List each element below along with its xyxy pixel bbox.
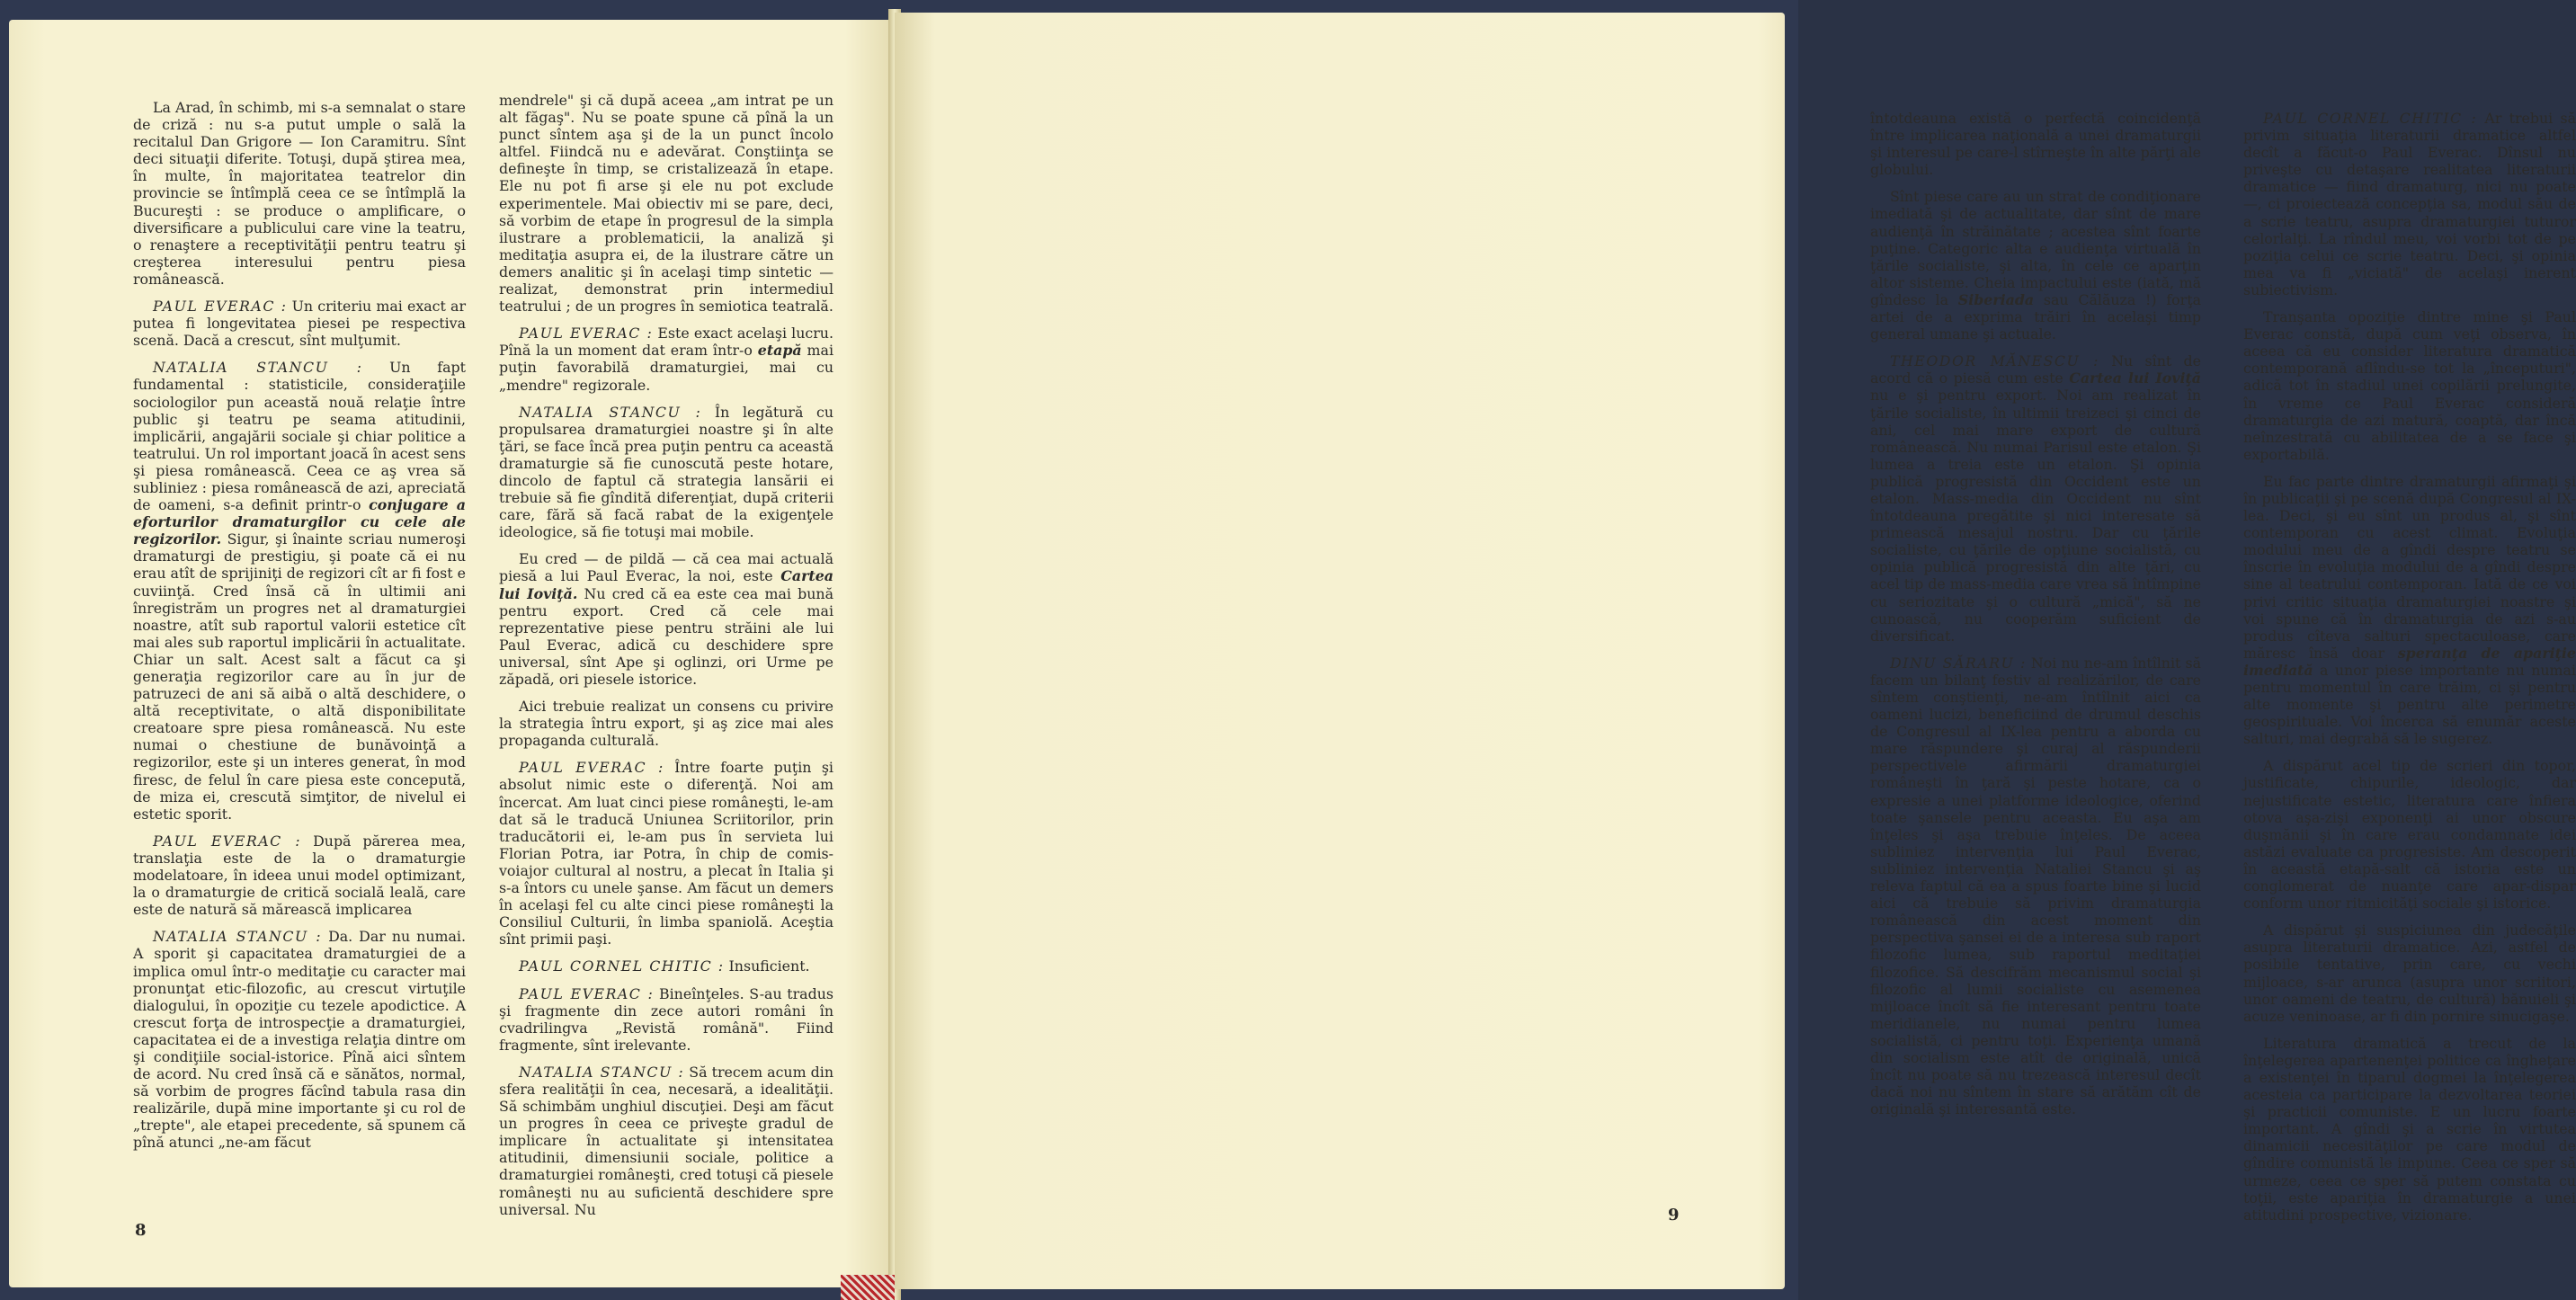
page-number-right: 9 (1668, 1206, 1680, 1224)
paragraph (499, 92, 833, 315)
bookmark-ribbon (841, 1275, 895, 1300)
paragraph (499, 698, 833, 749)
paragraph-text: Între foarte puţin şi absolut nimic este o diferenţă. Noi am încercat. Am luat cinci piese româneşti, le-am dat să le traducă Uniunea Scriitorilor, prin traducătorii ei, le-am pus în servieta lui Florian Potra, iar Potra, în chip de comis-voiajor cultural al nostru, a plecat în Italia şi s-a întors cu unele şanse. Am făcut un demers în acelaşi fel cu alte cinci piese româneşti la Consiliul Culturii, în limba spaniolă. Aceştia sînt primii paşi. (499, 759, 833, 948)
emphasis-text: conjugare a eforturilor dramaturgilor cu cele ale regizorilor. (133, 496, 466, 548)
column-1 (133, 99, 466, 1162)
paragraph (1870, 654, 2201, 1118)
left-page (9, 20, 895, 1287)
paragraph-text: întotdeauna există o perfectă coincidenţă între implicarea naţională a unei dramaturgii şi interesul pe care-l stîrneşte în alte părţi ale globului. (1870, 110, 2201, 179)
paragraph-text: Eu fac parte dintre dramaturgii afirmaţi şi în publicaţii şi pe scenă după Congresul al IX-lea. Deci, şi eu sînt un produs al, şi sînt contemporan cu acest climat. Evoluţia modului meu de a gîndi despre teatru se înscrie în evoluţia modului de a gîndi despre sine al teatrului contemporan. Iată de ce voi privi critic situaţia dramaturgiei noastre şi voi spune că în dramaturgia de azi s-au produs cîteva salturi spectaculoase, care măresc însă doar (2243, 472, 2576, 662)
paragraph (499, 550, 833, 688)
paragraph-text: mendrele" şi că după aceea „am intrat pe un alt făgaş". Nu se poate spune că pînă la un punct sîntem aşa şi de la un punct încolo altfel. Fiindcă nu e adevărat. Conştiinţa se defineşte în timp, se cristalizează în etape. Ele nu pot fi arse şi ele nu pot exclude experimentele. Mai obiectiv mi se pare, deci, să vorbim de etape în progresul de la simpla ilustrare a problematicii, la analiză şi meditaţia asupra ei, de la ilustrare către un demers analitic şi în acelaşi timp sintetic — realizat, demonstrat prin intermediul teatrului ; de un progres în semiotica teatrală. (499, 92, 833, 316)
paragraph-text: A dispărut acel tip de scrieri din topor, justificate, chipurile, ideologic, dar nejustificate estetic, literatura care înfiera otova aşa-zişi exponenţi ai unor obscure duşmănii şi în care erau condamnate idei astăzi evaluate ca progresiste. Am descoperit în această etapă-salt că istoria este un conglomerat de nuanţe care apar-dispar conform unor ritmicităţi sociale şi istorice. (2243, 757, 2576, 913)
paragraph-text: Nu cred că ea este cea mai bună pentru export. Cred că cele mai reprezentative piese pentru străini ale lui Paul Everac, adică cu deschidere spre universal, sînt Ape şi oglinzi, ori Urme pe zăpadă, ori piesele istorice. (499, 584, 834, 688)
paragraph (2243, 473, 2576, 748)
paragraph-text: Să trecem acum din sfera realităţii în cea, necesară, a idealităţii. Să schimbăm unghiul discuţiei. Deşi am făcut un progres în ceea ce priveşte gradul de implicare în actualitate şi intensitatea atitudinii, dimensiunii sociale, politice a dramaturgiei româneşti, cred totuşi că piesele româneşti nu au suficientă deschidere spre universal. Nu (499, 1063, 833, 1218)
paragraph (2243, 922, 2576, 1025)
speaker-name: NATALIA STANCU : (153, 928, 323, 946)
paragraph-text: Literatura dramatică a trecut de la înţelegerea apartenenţei politice ca îngheţare a existenţei în tiparul dogmei la înţelegerea acesteia ca participare la dezvoltarea teoriei şi practicii comuniste. E un lucru foarte important. A gîndi şi a scrie în virtutea dinamicii necesităţilor pe care modul de gîndire comunistă le impune. Ceea ce sper să urmeze, ceea ce sper să putem constata cu toţii, este apariţia în dramaturgie a unei atitudini prospective, vizionare. (2243, 1034, 2576, 1224)
speaker-name: NATALIA STANCU : (153, 359, 363, 377)
paragraph (499, 325, 833, 393)
paragraph-text: Da. Dar nu numai. A sporit şi capacitatea dramaturgiei de a implica omul într-o meditaţie cu caracter mai pronunţat etic-filozofic, au crescut virtuţile dialogului, în opoziţie cu tezele apodictice. A crescut forţa de introspecţie a dramaturgiei, capacitatea ei de a investiga relaţia dintre om şi condiţiile social-istorice. Pînă aici sîntem de acord. Nu cred însă că e sănătos, normal, să vorbim de progres făcînd tabula rasa din realizările, după mine importante şi cu rol de „trepte", ale etapei precedente, să spunem că pînă atunci „ne-am făcut (133, 928, 467, 1152)
paragraph-text: Bineînţeles. S-au tradus şi fragmente din zece autori români în cvadrilingva „Revistă română". Fiind fragmente, sînt irelevante. (499, 984, 833, 1054)
speaker-name: NATALIA STANCU : (519, 1063, 685, 1081)
column-2 (499, 92, 833, 1228)
speaker-name: PAUL EVERAC : (519, 325, 654, 343)
paragraph-text: Tranşanta opoziţie dintre mine şi Paul Everac constă, după cum veţi observa, în aceea că eu consider literatura dramatică contemporană aflîndu-se tot la „începuturi", adică tot în stadiul unei copilării prelungite, în vreme ce Paul Everac consideră dramaturgia de azi matură, coaptă, dar încă neînzestrată cu abilitatea de a se face şi exportabilă. (2243, 308, 2576, 463)
paragraph-text: nu e şi pentru export. Noi am realizat în ţările socialiste, în ultimii treizeci şi cinci de ani, cel mai mare export de cultură românească. Nu numai Parisul este etalon. Şi lumea a treia este un etalon. Şi opinia publică progresistă din Occident este un etalon. Mass-media din Occident nu sînt întotdeauna pregătite şi nici interesate să primească mesajul nostru. Dar cu ţările socialiste, cu ţările de opţiune socialistă, cu opinia publică progresistă din alte ţări, cu acel tip de mass-media care vrea să întîmpine cu seriozitate şi o cultură „mică", să ne cunoască, nu cooperăm suficient de diversificat. (1870, 387, 2201, 645)
paragraph (133, 298, 466, 349)
speaker-name: PAUL CORNEL CHITIC : (2263, 110, 2478, 127)
paragraph-text: Noi nu ne-am întîlnit să facem un bilanţ festiv al realizărilor, de care sîntem conştienţi, ne-am întîlnit aici ca oameni lucizi, beneficiind de drumul deschis de Congresul al IX-lea pentru a aborda cu mare răspundere şi curaj al răspunderii perspectivele afirmării dramaturgiei româneşti în ţară şi peste hotare, ca o expresie a unei platforme ideologice, oferind toate şansele pentru aceasta. Eu aşa am înţeles şi aşa trebuie înţeles. De aceea subliniez intervenţia lui Paul Everac, subliniez intervenţia Nataliei Stancu şi aş releva faptul că ea a spus foarte bine şi lucid aici că trebuie să privim dramaturgia românească din acest moment din perspectiva şansei ei de a interesa sub raport filozofic lumea, sub raportul meditaţiei filozofice. Să descifrăm mecanismul social şi filozofic al lumii socialiste cu asemenea mijloace încît să fie interesant pentru toate meridianele, nu numai pentru lumea socialistă, ci pentru toţi. Experienţa umană din socialism este atît de originală, unică încît nu poate să nu trezească interesul decît dacă noi nu sîntem în stare să arătăm cît de originală şi interesantă este. (1870, 654, 2201, 1118)
right-page (895, 13, 2576, 1289)
paragraph (499, 1064, 833, 1218)
speaker-name: DINU SĂRARU : (1890, 654, 2027, 672)
paragraph (1870, 352, 2201, 645)
speaker-name: PAUL EVERAC : (519, 759, 664, 777)
paragraph (2243, 308, 2576, 463)
paragraph-text: Sînt piese care au un strat de condiţionare imediată şi de actualitate, dar sînt de mare audienţă în străinătate ; acestea sînt foarte puţine. Categoric alta e audienţa virtuală în ţările socialiste, şi alta, în cele ce aparţin altor sisteme. Cheia impactului este (iată, mă gîndesc la (1870, 188, 2201, 308)
paragraph-text: Ar trebui să privim situaţia literaturii dramatice altfel decît a făcut-o Paul Everac. Dînsul nu priveşte cu detaşare realitatea literaturii dramatice — fiind dramaturg, nici nu poate —, ci proiectează concepţia sa, modul său de a scrie teatru, asupra dramaturgiei tuturor celorlalţi. La rîndul meu, voi vorbi tot de pe poziţia celui ce scrie teatru. Deci, şi opinia mea va fi „viciată" de acelaşi inerent subiectivism. (2243, 110, 2576, 298)
speaker-name: PAUL EVERAC : (519, 984, 655, 1002)
paragraph-text: Un criteriu mai exact ar putea fi longevitatea piesei pe respectiva scenă. Dacă a crescut, sînt mulţumit. (133, 298, 466, 350)
paragraph (2243, 757, 2576, 912)
emphasis-text: Siberiada (1957, 290, 2035, 308)
emphasis-text: speranţa de apariţie imediată (2243, 644, 2576, 679)
paragraph (1870, 110, 2201, 178)
paragraph-text: După părerea mea, translaţia este de la o dramaturgie modelatoare, în ideea unui model optimizant, la o dramaturgie de critică socială leală, care este de natură să mărească implicarea (133, 832, 466, 919)
paragraph (133, 359, 466, 823)
paragraph-text: Aici trebuie realizat un consens cu privire la strategia întru export, şi aş zice mai ales propaganda culturală. (499, 698, 833, 750)
page-number-left: 8 (135, 1221, 147, 1240)
paragraph (133, 833, 466, 918)
paragraph-text: Eu cred — de pildă — că cea mai actuală piesă a lui Paul Everac, la noi, este (499, 550, 833, 585)
paragraph (2243, 110, 2576, 298)
speaker-name: PAUL EVERAC : (153, 832, 302, 850)
paragraph (499, 985, 833, 1054)
paragraph-text: Sigur, şi înainte scriau numeroşi dramaturgi de prestigiu, şi poate că ei nu erau atît de sprijiniţi de regizori cît ar fi fost e cuviinţă. Cred însă că în ultimii ani înregistrăm un progres net al dramaturgiei noastre, atît sub raportul valorii estetice cît mai ales sub raportul implicării în actualitate. Chiar un salt. Acest salt a făcut ca şi generaţia regizorilor care au în jur de patruzeci de ani să aibă o altă deschidere, o altă receptivitate, o altă disponibilitate creatoare spre piesa românească. Nu este numai o chestiune de bunăvoinţă a regizorilor, este şi un interes generat, în mod firesc, de felul în care piesa este concepută, de miza ei, crescută simţitor, de nivelul ei estetic sporit. (133, 530, 466, 823)
paragraph (133, 99, 466, 288)
speaker-name: PAUL CORNEL CHITIC : (519, 957, 725, 975)
paragraph-text: a unor piese importante nu numai pentru momentul în care trăim, ci şi pentru alte momente şi pentru alte perimetre geospirituale. Voi încerca să enumăr aceste salturi, mai degrabă să le sugerez. (2243, 661, 2576, 748)
emphasis-text: etapă (757, 342, 802, 360)
paragraph (499, 957, 833, 975)
paragraph-text: Nu sînt de acord că o piesă cum este (1870, 352, 2202, 387)
paragraph-text: La Arad, în schimb, mi s-a semnalat o stare de criză : nu s-a putut umple o sală la recitalul Dan Grigore — Ion Caramitru. Sînt deci situaţii diferite. Totuşi, după ştirea mea, în multe, în majoritatea teatrelor din provincie se întîmplă ceea ce se întîmplă la Bucureşti : se produce o amplificare, o diversificare a publicului care vine la teatru, o renaştere a receptivităţii pentru teatru şi creşterea interesului pentru piesa românească. (133, 99, 466, 288)
speaker-name: PAUL EVERAC : (153, 298, 288, 316)
paragraph (2243, 1035, 2576, 1224)
speaker-name: THEODOR MĂNESCU : (1890, 352, 2099, 370)
paragraph-text: Insuficient. (724, 957, 810, 975)
paragraph (499, 759, 833, 948)
column-4 (2243, 110, 2576, 1233)
speaker-name: NATALIA STANCU : (519, 403, 702, 421)
column-3 (1870, 110, 2201, 1127)
paragraph (133, 928, 466, 1151)
paragraph-text: A dispărut şi suspiciunea din judecăţile asupra literaturii dramatice. Azi, astfel de posibile tentative, prin care, cu vechi mijloace, s-ar arunca (asupra unor scriitori, unor oameni de teatru, de cultură) bănuieli şi acuze veninoase, ar fi din pornire sinucigaşe. (2243, 922, 2576, 1025)
paragraph (1870, 188, 2201, 343)
emphasis-text: Cartea lui Ioviţă (2069, 370, 2201, 387)
paragraph-text: sau Călăuza !) forţa artei de a exprima trăiri în acelaşi timp general umane şi actuale. (1870, 290, 2201, 343)
paragraph (499, 404, 833, 541)
paragraph-text: Un fapt fundamental : statisticile, consideraţiile sociologilor pun această nouă relaţie între public şi teatru pe seama atitudinii, implicării, angajării sociale şi chiar politice a teatrului. Un rol important joacă în acest sens şi piesa românească. Ceea ce aş vrea să subliniez : piesa românească de azi, apreciată de oameni, s-a definit printr-o (133, 359, 466, 514)
paragraph-text: Este exact acelaşi lucru. Pînă la un moment dat eram într-o (499, 325, 833, 360)
paragraph-text: În legătură cu propulsarea dramaturgiei noastre şi în alte ţări, se face încă prea puţin pentru ca această dramaturgie să fie cunoscută peste hotare, dincolo de faptul că strategia lansării ei trebuie să fie gîndită diferenţiat, după criterii care, fără să facă rabat de la exigenţele ideologice, să fie totuşi mai mobile. (499, 403, 834, 541)
paragraph-text: mai puţin favorabilă dramaturgiei, mai cu „mendre" regizorale. (499, 342, 833, 394)
emphasis-text: Cartea lui Ioviţă. (499, 567, 833, 602)
